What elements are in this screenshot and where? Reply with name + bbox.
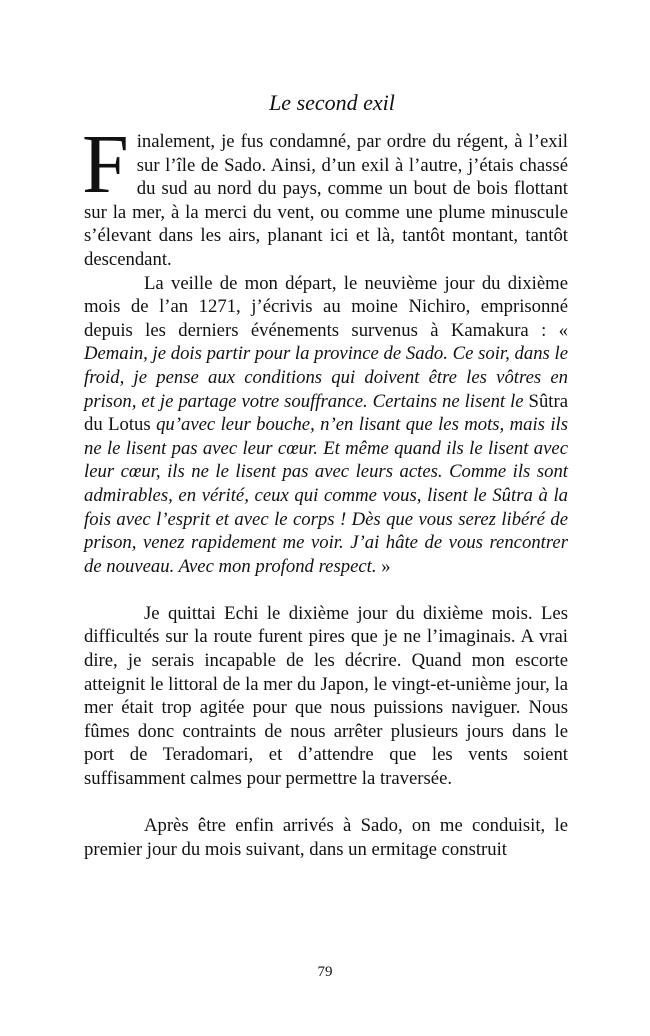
letter-closing: » xyxy=(376,555,391,577)
letter-quote-part2: qu’avec leur bouche, n’en lisant que les mots, mais ils ne le lisent pas avec leur cœur. Et même quand ils le lisent avec leur cœur, ils ne le lisent pas avec leurs actes. Comme ils sont admirables, en vérité, ceux qui comme vous, lisent le Sûtra à la fois avec l’esprit et avec le corps ! Dès que vous serez libéré de prison, venez rapidement me voir. J’ai hâte de vous rencontrer de nouveau. Avec mon profond respect. xyxy=(84,414,568,577)
letter-intro: La veille de mon départ, le neuvième jour du dixième mois de l’an 1271, j’écrivis au moine Nichiro, emprisonné depuis les derniers événements survenus à Kamakura : « xyxy=(84,272,568,341)
sutra-title: Sûtra du Lotus xyxy=(84,390,568,436)
paragraph-gap xyxy=(84,791,568,815)
letter-quote-part1: Demain, je dois partir pour la province de Sado. Ce soir, dans le froid, je pense aux conditions qui doivent être les vôtres en prison, et je partage votre souffrance. Certains ne lisent le xyxy=(84,343,568,412)
page-body xyxy=(84,88,568,861)
page-number: 79 xyxy=(317,964,333,980)
paragraph-journey: Je quittai Echi le dixième jour du dixième mois. Les difficultés sur la route furent pires que je ne l’imaginais. A vrai dire, je serais incapable de les décrire. Quand mon escorte atteignit le littoral de la mer du Japon, le vingt-et-unième jour, la mer était trop agitée pour que nous puissions naviguer. Nous fûmes donc contraints de nous arrêter plusieurs jours dans le port de Teradomari, et d’attendre que les vents soient suffisamment calmes pour permettre la traversée. xyxy=(84,602,568,790)
drop-cap: F xyxy=(82,118,129,211)
paragraph-arrival: Après être enfin arrivés à Sado, on me conduisit, le premier jour du mois suivant, dans un ermitage construit xyxy=(84,815,568,860)
paragraph-gap xyxy=(84,578,568,602)
paragraph-letter xyxy=(84,272,568,579)
chapter-title: Le second exil xyxy=(269,90,395,115)
paragraph-opening xyxy=(82,118,568,272)
paragraph-opening-text: inalement, je fus condamné, par ordre du régent, à l’exil sur l’île de Sado. Ainsi, d’un exil à l’autre, j’étais chassé du sud au nord du pays, comme un bout de bois flottant sur la mer, à la merci du vent, ou comme une plume minuscule s’élevant dans les airs, planant ici et là, tantôt montant, tantôt descendant. xyxy=(84,131,568,270)
